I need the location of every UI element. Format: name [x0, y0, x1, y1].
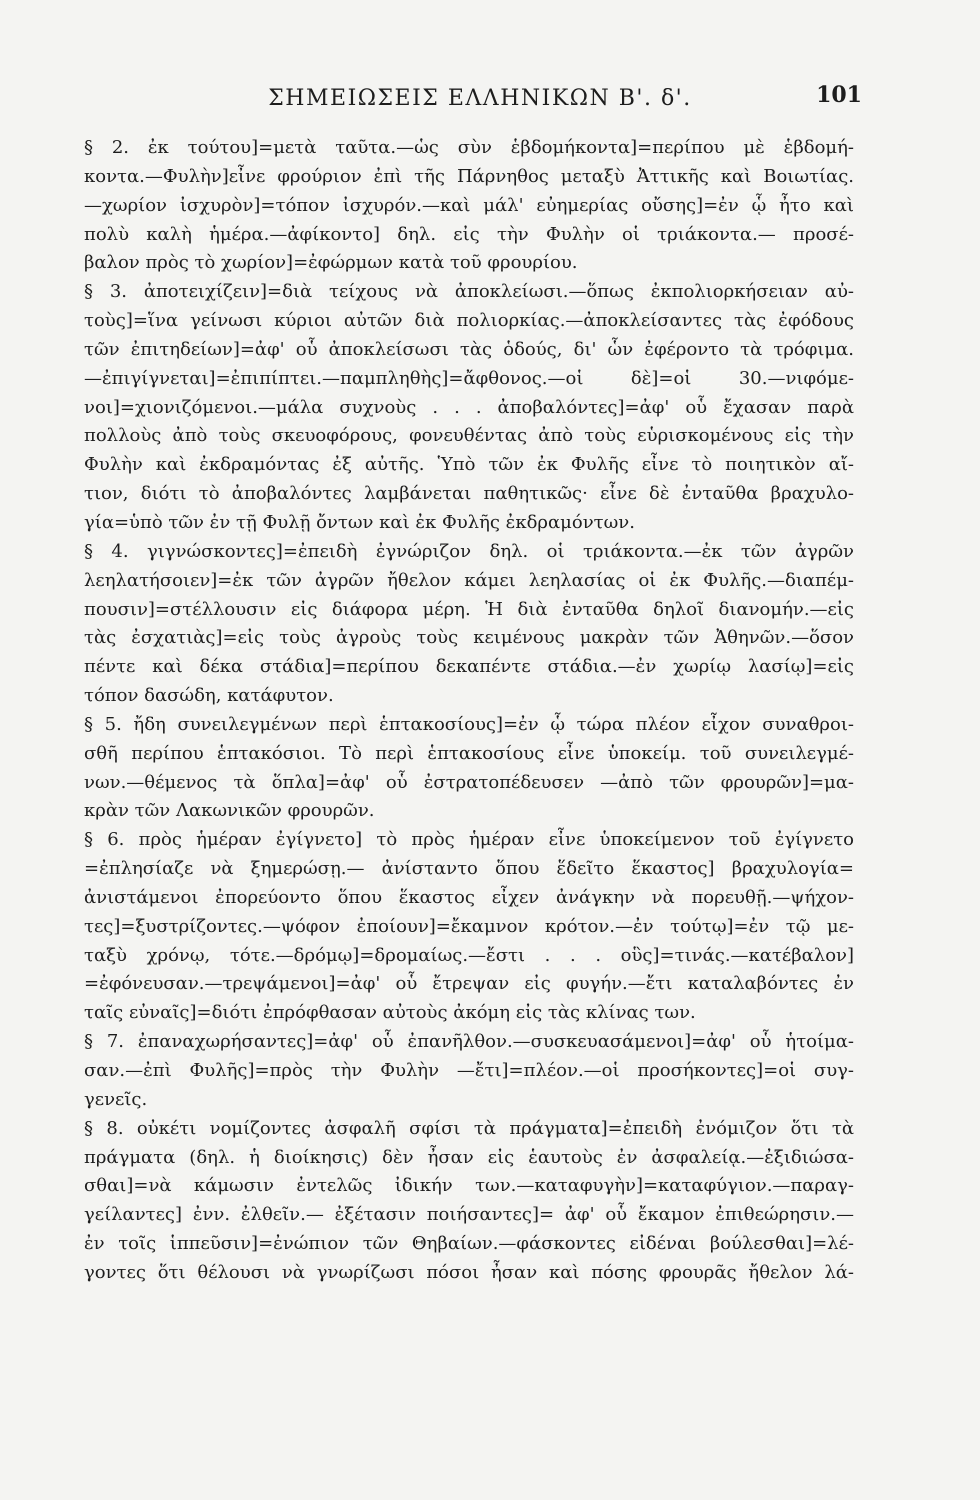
text-line: =ἐφόνευσαν.—τρεψάμενοι]=ἀφ' οὗ ἔτρεψαν εἰς φυγήν.—ἔτι καταλαβόντες ἐν: [84, 973, 854, 995]
text-line: τὰς ἐσχατιὰς]=εἰς τοὺς ἀγροὺς τοὺς κειμένους μακρὰν τῶν Ἀθηνῶν.—ὅσον: [84, 627, 854, 649]
text-line: —ἐπιγίγνεται]=ἐπιπίπτει.—παμπληθὴς]=ἄφθονος.—οἱ δὲ]=οἱ 30.—νιφόμε-: [84, 367, 854, 389]
running-head: [110, 78, 862, 118]
text-line: πέντε καὶ δέκα στάδια]=περίπου δεκαπέντε στάδια.—ἐν χωρίῳ λασίῳ]=εἰς: [84, 656, 854, 678]
text-line: ἐν τοῖς ἱππεῦσιν]=ἐνώπιον τῶν Θηβαίων.—φάσκοντες εἰδέναι βούλεσθαι]=λέ-: [84, 1233, 854, 1255]
text-line: σθῆ περίπου ἑπτακόσιοι. Τὸ περὶ ἑπτακοσίους εἶνε ὑποκείμ. τοῦ συνειλεγμέ-: [84, 742, 854, 764]
text-line: § 4. γιγνώσκοντες]=ἐπειδὴ ἐγνώριζον δηλ. οἱ τριάκοντα.—ἐκ τῶν ἀγρῶν: [84, 540, 854, 562]
text-line: κρὰν τῶν Λακωνικῶν φρουρῶν.: [84, 800, 375, 822]
text-line: τῶν ἐπιτηδείων]=ἀφ' οὗ ἀποκλείσωσι τὰς ὁδούς, δι' ὧν ἐφέροντο τὰ τρόφιμα.: [84, 338, 854, 360]
text-line: § 8. οὐκέτι νομίζοντες ἀσφαλῆ σφίσι τὰ πράγματα]=ἐπειδὴ ἐνόμιζον ὅτι τὰ: [84, 1117, 854, 1139]
text-line: τιον, διότι τὸ ἀποβαλόντες λαμβάνεται παθητικῶς· εἶνε δὲ ἐνταῦθα βραχυλο-: [84, 483, 854, 505]
text-line: σαν.—ἐπὶ Φυλῆς]=πρὸς τὴν Φυλὴν —ἔτι]=πλέον.—οἱ προσήκοντες]=οἱ συγ-: [84, 1060, 854, 1081]
running-head-title: ΣΗΜΕΙΩΣΕΙΣ ΕΛΛΗΝΙΚΩΝ Β'. δ'.: [268, 86, 692, 111]
text-line: τόπον δασώδη, κατάφυτον.: [84, 685, 334, 707]
text-line: ἀνιστάμενοι ἐπορεύοντο ὅπου ἕκαστος εἶχεν ἀνάγκην νὰ πορευθῇ.—ψήχον-: [84, 886, 854, 908]
text-line: § 3. ἀποτειχίζειν]=διὰ τείχους νὰ ἀποκλείωσι.—ὅπως ἐκπολιορκήσειαν αὐ-: [84, 281, 854, 303]
text-line: ταῖς εὐναῖς]=διότι ἐπρόφθασαν αὐτοὺς ἀκόμη εἰς τὰς κλίνας των.: [84, 1002, 696, 1024]
text-line: κοντα.—Φυλὴν]εἶνε φρούριον ἐπὶ τῆς Πάρνηθος μεταξὺ Ἀττικῆς καὶ Βοιωτίας.: [84, 165, 854, 187]
text-line: γία=ὑπὸ τῶν ἐν τῇ Φυλῇ ὄντων καὶ ἐκ Φυλῆς ἐκδραμόντων.: [84, 511, 635, 533]
text-line: =ἐπλησίαζε νὰ ξημερώσῃ.— ἀνίσταντο ὅπου ἕδεῖτο ἕκαστος] βραχυλογία=: [84, 858, 854, 880]
text-line: πράγματα (δηλ. ἡ διοίκησις) δὲν ἦσαν εἰς ἑαυτοὺς ἐν ἀσφαλείᾳ.—ἐξιδιώσα-: [84, 1146, 854, 1168]
text-line: Φυλὴν καὶ ἐκδραμόντας ἐξ αὐτῆς. Ὑπὸ τῶν ἐκ Φυλῆς εἶνε τὸ ποιητικὸν αἴ-: [84, 454, 854, 476]
text-line: βαλον πρὸς τὸ χωρίον]=ἐφώρμων κατὰ τοῦ φρουρίου.: [84, 252, 578, 274]
text-line: § 5. ἤδη συνειλεγμένων περὶ ἑπτακοσίους]=ἐν ᾧ τώρα πλέον εἶχον συναθροι-: [84, 713, 854, 735]
text-line: γενεῖς.: [84, 1088, 148, 1110]
commentary-text: [84, 134, 854, 1288]
text-line: λεηλατήσοιεν]=ἐκ τῶν ἀγρῶν ἤθελον κάμει λεηλασίας οἱ ἐκ Φυλῆς.—διαπέμ-: [84, 569, 854, 591]
text-line: τοὺς]=ἵνα γείνωσι κύριοι αὐτῶν διὰ πολιορκίας.—ἀποκλείσαντες τὰς ἐφόδους: [84, 310, 854, 332]
text-line: νοι]=χιονιζόμενοι.—μάλα συχνοὺς . . . ἀποβαλόντες]=ἀφ' οὗ ἔχασαν παρὰ: [84, 396, 854, 418]
text-line: γοντες ὅτι θέλουσι νὰ γνωρίζωσι πόσοι ἦσαν καὶ πόσης φρουρᾶς ἤθελον λά-: [84, 1261, 854, 1283]
page-number: 101: [816, 82, 862, 108]
text-line: γείλαντες] ἐνν. ἐλθεῖν.— ἐξέτασιν ποιήσαντες]= ἀφ' οὗ ἔκαμον ἐπιθεώρησιν.—: [84, 1204, 854, 1226]
text-line: § 6. πρὸς ἡμέραν ἐγίγνετο] τὸ πρὸς ἡμέραν εἶνε ὑποκείμενον τοῦ ἐγίγνετο: [84, 829, 854, 851]
text-line: τες]=ξυστρίζοντες.—ψόφον ἐποίουν]=ἔκαμνον κρότον.—ἐν τούτῳ]=ἐν τῷ με-: [84, 915, 854, 937]
text-line: πουσιν]=στέλλουσιν εἰς διάφορα μέρη. Ἡ διὰ ἐνταῦθα δηλοῖ διανομήν.—εἰς: [84, 598, 854, 620]
text-line: νων.—θέμενος τὰ ὅπλα]=ἀφ' οὗ ἐστρατοπέδευσεν —ἀπὸ τῶν φρουρῶν]=μα-: [84, 771, 854, 793]
text-line: σθαι]=νὰ κάμωσιν ἐντελῶς ἰδικήν των.—καταφυγὴν]=καταφύγιον.—παραγ-: [84, 1175, 854, 1197]
text-line: ταξὺ χρόνῳ, τότε.—δρόμῳ]=δρομαίως.—ἔστι . . . οὓς]=τινάς.—κατέβαλον]: [84, 944, 854, 966]
text-line: πολλοὺς ἀπὸ τοὺς σκευοφόρους, φονευθέντας ἀπὸ τοὺς εὑρισκομένους εἰς τὴν: [84, 425, 854, 447]
text-line: πολὺ καλὴ ἡμέρα.—ἀφίκοντο] δηλ. εἰς τὴν Φυλὴν οἱ τριάκοντα.— προσέ-: [84, 223, 854, 245]
text-line: § 7. ἐπαναχωρήσαντες]=ἀφ' οὗ ἐπανῆλθον.—συσκευασάμενοι]=ἀφ' οὗ ἡτοίμα-: [84, 1031, 854, 1053]
text-line: § 2. ἐκ τούτου]=μετὰ ταῦτα.—ὡς σὺν ἑβδομήκοντα]=περίπου μὲ ἑβδομή-: [84, 137, 854, 158]
text-line: —χωρίον ἰσχυρὸν]=τόπον ἰσχυρόν.—καὶ μάλ' εὐημερίας οὔσης]=ἐν ᾧ ἦτο καὶ: [84, 194, 854, 216]
